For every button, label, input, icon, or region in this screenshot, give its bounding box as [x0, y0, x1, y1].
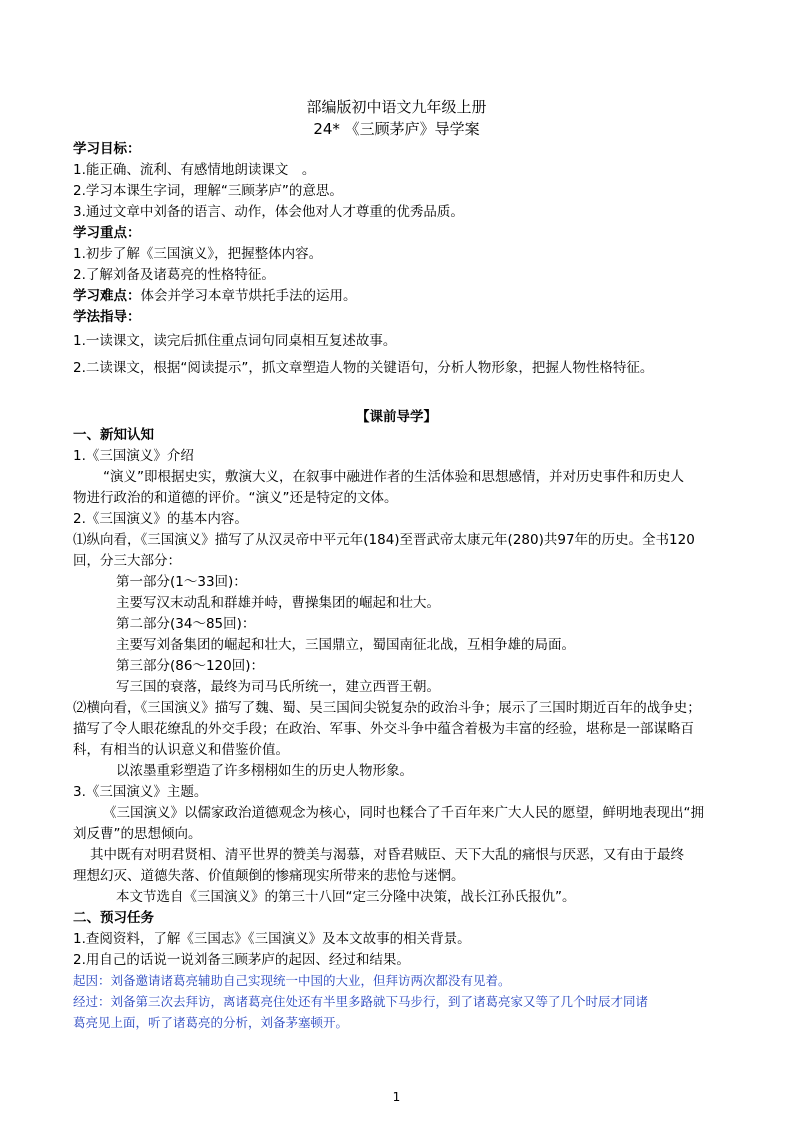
paragraph-line: 《三国演义》以儒家政治道德观念为核心，同时也糅合了千百年来广大人民的愿望，鲜明地表现出“拥 — [103, 805, 704, 821]
objective-item: 1.能正确、流利、有感情地朗读课文 。 — [73, 162, 316, 178]
task-item: 2.用自己的话说一说刘备三顾茅庐的起因、经过和结果。 — [73, 952, 410, 968]
part-description: 主要写刘备集团的崛起和壮大，三国鼎立，蜀国南征北战，互相争雄的局面。 — [116, 637, 575, 653]
answer-line: 起因：刘备邀请诸葛亮辅助自己实现统一中国的大业，但拜访两次都没有见着。 — [73, 973, 511, 988]
paragraph-line: 其中既有对明君贤相、清平世界的赞美与渴慕，对昏君贼臣、天下大乱的痛恨与厌恶，又有由于最终 — [90, 847, 684, 863]
difficulty-line — [73, 287, 357, 305]
task-item: 1.查阅资料，了解《三国志》《三国演义》及本文故事的相关背景。 — [73, 931, 471, 947]
paragraph-line: ⑴纵向看，《三国演义》描写了从汉灵帝中平元年(184)至晋武帝太康元年(280)共97年的历史。全书120 — [73, 532, 695, 548]
page-number: 1 — [392, 1090, 401, 1104]
subsection-heading: 1.《三国演义》介绍 — [73, 448, 194, 464]
keypoint-item: 1.初步了解《三国演义》，把握整体内容。 — [73, 246, 323, 262]
answer-line: 葛亮见上面，听了诸葛亮的分析，刘备茅塞顿开。 — [73, 1015, 349, 1030]
document-subtitle: 24* 《三顾茅庐》导学案 — [313, 120, 480, 138]
part-description: 主要写汉末动乱和群雄并峙，曹操集团的崛起和壮大。 — [116, 595, 440, 611]
method-heading: 学法指导： — [73, 309, 141, 325]
objective-item: 2.学习本课生字词，理解“三顾茅庐”的意思。 — [73, 183, 343, 199]
paragraph-line: 理想幻灭、道德失落、价值颠倒的惨痛现实所带来的悲怆与迷惘。 — [73, 868, 465, 884]
section-heading: 二、预习任务 — [73, 910, 154, 926]
preview-heading: 【课前导学】 — [356, 409, 437, 425]
subsection-heading: 3.《三国演义》主题。 — [73, 784, 208, 800]
paragraph-line: 科，有相当的认识意义和借鉴价值。 — [73, 742, 289, 758]
part-description: 写三国的衰落，最终为司马氏所统一，建立西晋王朝。 — [116, 679, 440, 695]
paragraph-line: 物进行政治的和道德的评价。“演义”还是特定的文体。 — [73, 490, 398, 506]
objectives-heading: 学习目标： — [73, 141, 141, 157]
paragraph-line: “演义”即根据史实，敷演大义，在叙事中融进作者的生活体验和思想感情，并对历史事件和历史人 — [103, 469, 684, 485]
paragraph-line: ⑵横向看，《三国演义》描写了魏、蜀、吴三国间尖锐复杂的政治斗争；展示了三国时期近百年的战争史； — [73, 700, 701, 716]
answer-line: 经过：刘备第三次去拜访，离诸葛亮住处还有半里多路就下马步行，到了诸葛亮家又等了几个时辰才同诸 — [73, 994, 649, 1009]
part-heading: 第一部分(1～33回)： — [116, 574, 247, 590]
paragraph-line: 描写了令人眼花缭乱的外交手段；在政治、军事、外交斗争中蕴含着极为丰富的经验，堪称是一部谋略百 — [73, 721, 694, 737]
difficulty-text: 体会并学习本章节烘托手法的运用。 — [140, 288, 357, 304]
paragraph-line: 以浓墨重彩塑造了许多栩栩如生的历史人物形象。 — [116, 763, 413, 779]
keypoints-heading: 学习重点： — [73, 225, 141, 241]
document-title: 部编版初中语文九年级上册 — [306, 98, 487, 116]
subsection-heading: 2.《三国演义》的基本内容。 — [73, 511, 248, 527]
paragraph-line: 本文节选自《三国演义》的第三十八回“定三分隆中决策，战长江孙氏报仇”。 — [116, 889, 576, 905]
method-item: 2.二读课文，根据“阅读提示”，抓文章塑造人物的关键语句，分析人物形象，把握人物性格特征。 — [73, 360, 654, 376]
method-item: 1.一读课文，读完后抓住重点词句同桌相互复述故事。 — [73, 333, 397, 349]
section-heading: 一、新知认知 — [73, 427, 154, 443]
difficulty-heading: 学习难点： — [73, 288, 141, 304]
paragraph-line: 回，分三大部分： — [73, 553, 181, 569]
paragraph-line: 刘反曹”的思想倾向。 — [73, 826, 202, 842]
part-heading: 第三部分(86～120回)： — [116, 658, 264, 674]
objective-item: 3.通过文章中刘备的语言、动作，体会他对人才尊重的优秀品质。 — [73, 204, 464, 220]
part-heading: 第二部分(34～85回)： — [116, 616, 256, 632]
keypoint-item: 2.了解刘备及诸葛亮的性格特征。 — [73, 267, 275, 283]
